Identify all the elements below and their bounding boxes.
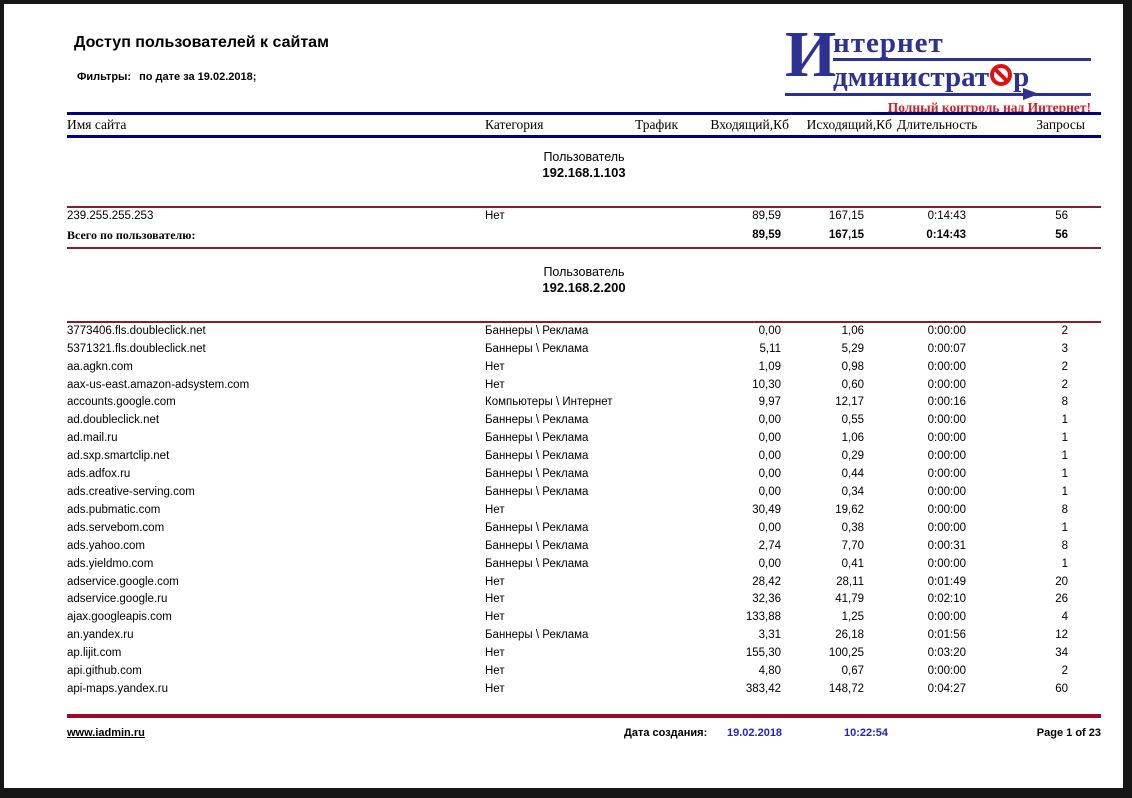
table-row (67, 663, 1101, 681)
cell-requests: 60 (1055, 682, 1068, 695)
total-label: Всего по пользователю: (67, 227, 196, 242)
report-content (67, 112, 1101, 699)
cell-category: Баннеры \ Реклама (485, 539, 589, 552)
cell-duration: 0:00:00 (927, 557, 966, 570)
cell-requests: 1 (1061, 557, 1068, 570)
cell-requests: 1 (1061, 468, 1068, 481)
cell-incoming: 89,59 (752, 210, 781, 222)
cell-incoming: 1,09 (758, 360, 781, 373)
total-row (67, 227, 1101, 245)
cell-duration: 0:00:00 (927, 521, 966, 534)
cell-requests: 12 (1055, 629, 1068, 642)
created-date: 19.02.2018 (727, 727, 783, 739)
cell-incoming: 3,31 (758, 629, 781, 642)
table-row (67, 574, 1101, 592)
no-entry-icon (990, 64, 1012, 86)
table-row (67, 627, 1101, 645)
cell-incoming: 28,42 (752, 575, 781, 588)
table-header-row (67, 112, 1101, 138)
cell-duration: 0:00:00 (927, 468, 966, 481)
cell-duration: 0:00:00 (927, 324, 966, 337)
group-value: 192.168.2.200 (542, 279, 626, 295)
logo-tagline: Полный контроль над Интернет! (887, 100, 1091, 115)
cell-outgoing: 0,67 (841, 665, 864, 678)
cell-incoming: 5,11 (759, 342, 781, 355)
cell-outgoing: 0,41 (841, 557, 864, 570)
cell-category: Нет (485, 575, 505, 588)
cell-category: Нет (485, 665, 505, 678)
cell-category: Нет (485, 503, 505, 516)
cell-category: Нет (485, 682, 505, 695)
cell-incoming: 155,30 (745, 647, 781, 660)
cell-duration: 0:01:56 (927, 629, 966, 642)
cell-duration: 0:02:10 (927, 593, 966, 606)
logo-underline (785, 93, 1091, 96)
cell-outgoing: 19,62 (835, 503, 864, 516)
cell-outgoing: 0,55 (841, 414, 864, 427)
cell-incoming: 2,74 (758, 539, 781, 552)
logo-initial-letter: И (785, 18, 837, 91)
cell-site: ad.mail.ru (67, 432, 118, 445)
cell-incoming: 0,00 (758, 468, 781, 481)
cell-outgoing: 26,18 (835, 629, 864, 642)
cell-incoming: 0,00 (758, 450, 781, 463)
arrow-right-icon (1023, 88, 1039, 100)
cell-category: Нет (485, 210, 505, 222)
cell-category: Баннеры \ Реклама (485, 485, 589, 498)
cell-site: 5371321.fls.doubleclick.net (67, 342, 206, 355)
table-row (67, 466, 1101, 484)
table-row (67, 412, 1101, 430)
cell-site: ajax.googleapis.com (67, 611, 172, 624)
filters-value: по дате за 19.02.2018; (139, 71, 257, 83)
total-duration: 0:14:43 (926, 228, 966, 241)
table-row (67, 448, 1101, 466)
cell-duration: 0:00:00 (927, 450, 966, 463)
cell-requests: 26 (1055, 593, 1068, 606)
cell-site: adservice.google.com (67, 575, 179, 588)
cell-duration: 0:00:00 (927, 611, 966, 624)
cell-duration: 0:00:00 (927, 378, 966, 391)
group-value: 192.168.1.103 (542, 165, 626, 180)
cell-category: Баннеры \ Реклама (485, 432, 589, 445)
cell-site: api.github.com (67, 665, 142, 678)
created-time: 10:22:54 (844, 727, 889, 739)
cell-site: ads.adfox.ru (67, 468, 131, 481)
cell-requests: 4 (1061, 611, 1068, 624)
cell-requests: 3 (1061, 342, 1068, 355)
cell-site: ads.creative-serving.com (67, 485, 195, 498)
table-row (67, 484, 1101, 502)
cell-requests: 8 (1061, 503, 1068, 516)
sections (67, 150, 1101, 699)
table-row (67, 556, 1101, 574)
cell-category: Нет (485, 593, 505, 606)
cell-incoming: 30,49 (752, 503, 781, 516)
cell-incoming: 133,88 (745, 611, 781, 624)
col-header-site: Имя сайта (67, 117, 127, 132)
cell-site: ads.yahoo.com (67, 539, 145, 552)
cell-category: Нет (485, 611, 505, 624)
table-row (67, 359, 1101, 377)
cell-duration: 0:00:00 (927, 503, 966, 516)
section-divider (67, 247, 1101, 249)
cell-duration: 0:04:27 (927, 682, 966, 695)
col-header-requests: Запросы (1036, 117, 1085, 132)
table-row (67, 645, 1101, 663)
cell-outgoing: 1,25 (841, 611, 864, 624)
col-header-incoming: Входящий,Кб (710, 117, 789, 132)
cell-requests: 1 (1061, 432, 1068, 445)
cell-duration: 0:03:20 (927, 647, 966, 660)
cell-category: Баннеры \ Реклама (485, 324, 589, 337)
cell-category: Баннеры \ Реклама (485, 468, 589, 481)
filters-label: Фильтры: (77, 71, 132, 83)
cell-category: Баннеры \ Реклама (485, 557, 589, 570)
cell-duration: 0:00:07 (927, 342, 966, 355)
cell-requests: 2 (1061, 665, 1068, 678)
cell-requests: 20 (1055, 575, 1068, 588)
cell-site: ad.sxp.smartclip.net (67, 450, 170, 463)
cell-category: Нет (485, 360, 505, 373)
website-link[interactable]: www.iadmin.ru (67, 727, 145, 739)
cell-outgoing: 0,29 (841, 450, 864, 463)
page-title: Доступ пользователей к сайтам (74, 34, 329, 51)
cell-outgoing: 41,79 (835, 593, 864, 606)
user-section (67, 265, 1101, 699)
table-row (67, 430, 1101, 448)
table-row (67, 681, 1101, 699)
cell-category: Нет (485, 378, 505, 391)
created-label: Дата создания: (624, 727, 708, 739)
filters-line (77, 71, 256, 83)
cell-category: Компьютеры \ Интернет (485, 396, 613, 409)
cell-incoming: 0,00 (758, 414, 781, 427)
cell-site: an.yandex.ru (67, 629, 134, 642)
logo (785, 18, 1091, 116)
cell-incoming: 0,00 (758, 432, 781, 445)
cell-duration: 0:00:16 (927, 396, 966, 409)
cell-outgoing: 1,06 (841, 324, 864, 337)
total-requests: 56 (1055, 228, 1068, 241)
cell-requests: 8 (1061, 539, 1068, 552)
cell-outgoing: 7,70 (841, 539, 864, 552)
col-header-outgoing: Исходящий,Кб (806, 117, 892, 132)
cell-requests: 1 (1061, 485, 1068, 498)
cell-site: accounts.google.com (67, 396, 176, 409)
cell-outgoing: 0,44 (841, 468, 864, 481)
cell-requests: 2 (1061, 324, 1068, 337)
group-label: Пользователь (543, 150, 625, 164)
cell-incoming: 4,80 (758, 665, 781, 678)
table-row (67, 609, 1101, 627)
col-header-traffic: Трафик (635, 117, 679, 132)
cell-incoming: 10,30 (752, 378, 781, 391)
cell-site: ap.lijit.com (67, 647, 122, 660)
cell-outgoing: 0,38 (841, 521, 864, 534)
table-row (67, 323, 1101, 341)
cell-site: 3773406.fls.doubleclick.net (67, 324, 206, 337)
cell-site: aa.agkn.com (67, 360, 133, 373)
table-row (67, 208, 1101, 226)
cell-requests: 56 (1055, 210, 1068, 222)
cell-duration: 0:00:00 (927, 360, 966, 373)
cell-outgoing: 0,34 (841, 485, 864, 498)
cell-category: Баннеры \ Реклама (485, 450, 589, 463)
table-row (67, 502, 1101, 520)
cell-category: Баннеры \ Реклама (485, 414, 589, 427)
cell-outgoing: 148,72 (828, 682, 864, 695)
cell-duration: 0:00:00 (927, 432, 966, 445)
cell-site: ads.servebom.com (67, 521, 165, 534)
total-incoming: 89,59 (752, 228, 781, 241)
cell-site: aax-us-east.amazon-adsystem.com (67, 378, 250, 391)
cell-site: ads.yieldmo.com (67, 557, 154, 570)
table-row (67, 520, 1101, 538)
cell-requests: 1 (1061, 521, 1068, 534)
logo-line1: нтернет (833, 28, 1091, 61)
cell-category: Баннеры \ Реклама (485, 342, 589, 355)
cell-duration: 0:00:31 (927, 539, 966, 552)
cell-incoming: 0,00 (758, 324, 781, 337)
cell-category: Нет (485, 647, 505, 660)
cell-category: Баннеры \ Реклама (485, 521, 589, 534)
cell-outgoing: 5,29 (841, 342, 864, 355)
cell-duration: 0:01:49 (927, 575, 966, 588)
cell-duration: 0:00:00 (927, 485, 966, 498)
page-number: Page 1 of 23 (1036, 727, 1101, 739)
cell-requests: 2 (1061, 360, 1068, 373)
cell-outgoing: 0,98 (841, 360, 864, 373)
cell-requests: 34 (1055, 647, 1068, 660)
table-row (67, 377, 1101, 395)
col-header-category: Категория (485, 117, 544, 132)
user-section (67, 150, 1101, 249)
table-row (67, 538, 1101, 556)
cell-category: Баннеры \ Реклама (485, 629, 589, 642)
cell-duration: 0:00:00 (927, 414, 966, 427)
cell-incoming: 383,42 (745, 682, 781, 695)
cell-requests: 2 (1061, 378, 1068, 391)
total-outgoing: 167,15 (828, 228, 864, 241)
table-row (67, 341, 1101, 359)
cell-incoming: 9,97 (758, 396, 781, 409)
cell-site: ad.doubleclick.net (67, 414, 160, 427)
table-row (67, 394, 1101, 412)
cell-duration: 0:14:43 (927, 210, 966, 222)
cell-outgoing: 100,25 (828, 647, 864, 660)
cell-incoming: 0,00 (758, 557, 781, 570)
cell-site: ads.pubmatic.com (67, 503, 161, 516)
cell-duration: 0:00:00 (927, 665, 966, 678)
cell-incoming: 0,00 (758, 485, 781, 498)
cell-outgoing: 1,06 (841, 432, 864, 445)
cell-incoming: 0,00 (758, 521, 781, 534)
col-header-duration: Длительность (897, 117, 978, 132)
cell-outgoing: 12,17 (835, 396, 864, 409)
cell-site: api-maps.yandex.ru (67, 682, 168, 695)
cell-site: 239.255.255.253 (67, 210, 154, 222)
cell-requests: 1 (1061, 414, 1068, 427)
cell-requests: 8 (1061, 396, 1068, 409)
cell-outgoing: 28,11 (836, 575, 864, 588)
group-label: Пользователь (543, 264, 625, 279)
cell-outgoing: 167,15 (828, 210, 864, 222)
report-footer (67, 714, 1101, 748)
table-row (67, 591, 1101, 609)
cell-outgoing: 0,60 (841, 378, 864, 391)
cell-requests: 1 (1061, 450, 1068, 463)
cell-site: adservice.google.ru (67, 593, 168, 606)
cell-incoming: 32,36 (752, 593, 781, 606)
logo-line2: дминистрат р (833, 61, 1030, 93)
